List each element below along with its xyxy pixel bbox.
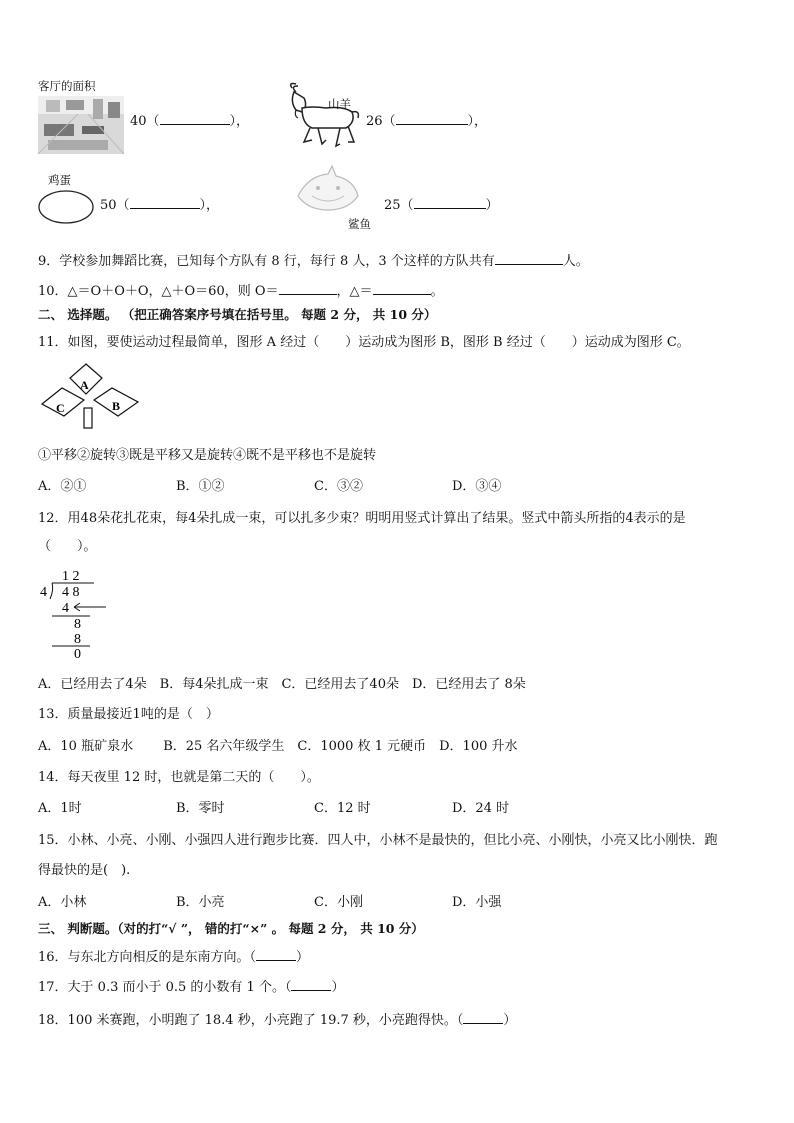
living-room-answer: 40（ ）， (130, 110, 249, 129)
dividend: 4 8 (62, 585, 80, 600)
quotient: 1 2 (62, 569, 80, 584)
goat-caption: 山羊 (328, 97, 351, 111)
egg-image (38, 190, 94, 224)
q11-option-c[interactable]: C．③② (314, 479, 363, 494)
q11-shapes-figure (40, 360, 140, 430)
goat-image (282, 82, 360, 154)
step-3-value: 8 (74, 632, 81, 647)
question-12-paren: （ ）。 (38, 539, 97, 554)
goat-answer: 26（ ）， (366, 110, 487, 129)
shape-b-label: B (112, 399, 121, 413)
step-2-value: 8 (74, 617, 81, 632)
q15-option-d[interactable]: D．小强 (452, 895, 502, 910)
remainder: 0 (74, 647, 81, 662)
shark-caption: 鲨鱼 (348, 217, 371, 231)
section-2-title: 二、 选择题。 （把正确答案序号填在括号里。 每题 2 分， 共 10 分） (38, 307, 437, 322)
section-3-title: 三、 判断题。（对的打“√ ”， 错的打“×” 。 每题 2 分， 共 10 分） (38, 921, 424, 936)
q15-option-c[interactable]: C．小刚 (314, 895, 363, 910)
shape-a-label: A (80, 378, 89, 392)
question-11: 11．如图，要使运动过程最简单，图形 A 经过（ ）运动成为图形 B，图形 B 经过（ ）运动成为图形 C。 (38, 335, 690, 350)
divisor: 4 (40, 585, 47, 600)
answer-blank[interactable] (414, 195, 486, 209)
question-10: 10．△＝O＋O＋O，△＋O＝60，则 O＝ ，△＝ 。 (38, 281, 444, 301)
answer-blank[interactable] (396, 111, 468, 125)
answer-blank[interactable] (463, 1010, 503, 1024)
q14-option-c[interactable]: C．12 时 (314, 801, 371, 816)
q14-option-d[interactable]: D．24 时 (452, 801, 510, 816)
step-1-value: 4 (62, 601, 69, 616)
egg-answer: 50（ ）， (100, 194, 219, 213)
question-18: 18．100 米赛跑，小明跑了 18.4 秒，小亮跑了 19.7 秒，小亮跑得快。（ ） (38, 1010, 516, 1030)
q11-option-d[interactable]: D．③④ (452, 479, 502, 494)
shark-answer: 25（ ） (384, 194, 499, 213)
question-15: 15．小林、小亮、小刚、小强四人进行跑步比赛．四人中，小林不是最快的，但比小亮、小刚快，小亮又比小刚快．跑 (38, 833, 718, 848)
long-division-figure (38, 566, 118, 660)
question-9: 9．学校参加舞蹈比赛，已知每个方队有 8 行，每行 8 人，3 个这样的方队共有 人。 (38, 251, 589, 271)
question-12: 12．用48朵花扎花束，每4朵扎成一束，可以扎多少束？明明用竖式计算出了结果。竖式中箭头所指的4表示的是 (38, 511, 686, 526)
shape-c-label: C (56, 401, 65, 415)
question-14: 14．每天夜里 12 时，也就是第二天的（ ）。 (38, 770, 320, 785)
question-17: 17．大于 0.3 而小于 0.5 的小数有 1 个。（ ） (38, 977, 344, 997)
question-13-options[interactable]: A．10 瓶矿泉水 B．25 名六年级学生 C．1000 枚 1 元硬币 D．100 升水 (38, 739, 518, 754)
answer-blank[interactable] (160, 111, 230, 125)
living-room-image (38, 96, 124, 154)
q14-option-b[interactable]: B．零时 (176, 801, 225, 816)
answer-blank[interactable] (130, 195, 200, 209)
question-15-cont: 得最快的是( ). (38, 863, 131, 878)
q11-option-b[interactable]: B．①② (176, 479, 225, 494)
question-12-options[interactable]: A．已经用去了4朵 B．每4朵扎成一束 C．已经用去了40朵 D．已经用去了 8朵 (38, 677, 526, 692)
q11-option-a[interactable]: A．②① (38, 479, 87, 494)
shark-image (288, 166, 362, 220)
question-13: 13．质量最接近1吨的是（ ） (38, 707, 219, 722)
answer-blank[interactable] (291, 977, 331, 991)
question-11-choices: ①平移②旋转③既是平移又是旋转④既不是平移也不是旋转 (38, 448, 377, 463)
question-16: 16．与东北方向相反的是东南方向。（ ） (38, 947, 309, 967)
q14-option-a[interactable]: A．1时 (38, 801, 82, 816)
q15-option-a[interactable]: A．小林 (38, 895, 87, 910)
egg-caption: 鸡蛋 (48, 173, 71, 187)
answer-blank[interactable] (495, 251, 563, 265)
q15-option-b[interactable]: B．小亮 (176, 895, 225, 910)
answer-blank[interactable] (279, 281, 337, 295)
answer-blank[interactable] (373, 281, 431, 295)
answer-blank[interactable] (256, 947, 296, 961)
living-room-caption: 客厅的面积 (38, 79, 96, 93)
